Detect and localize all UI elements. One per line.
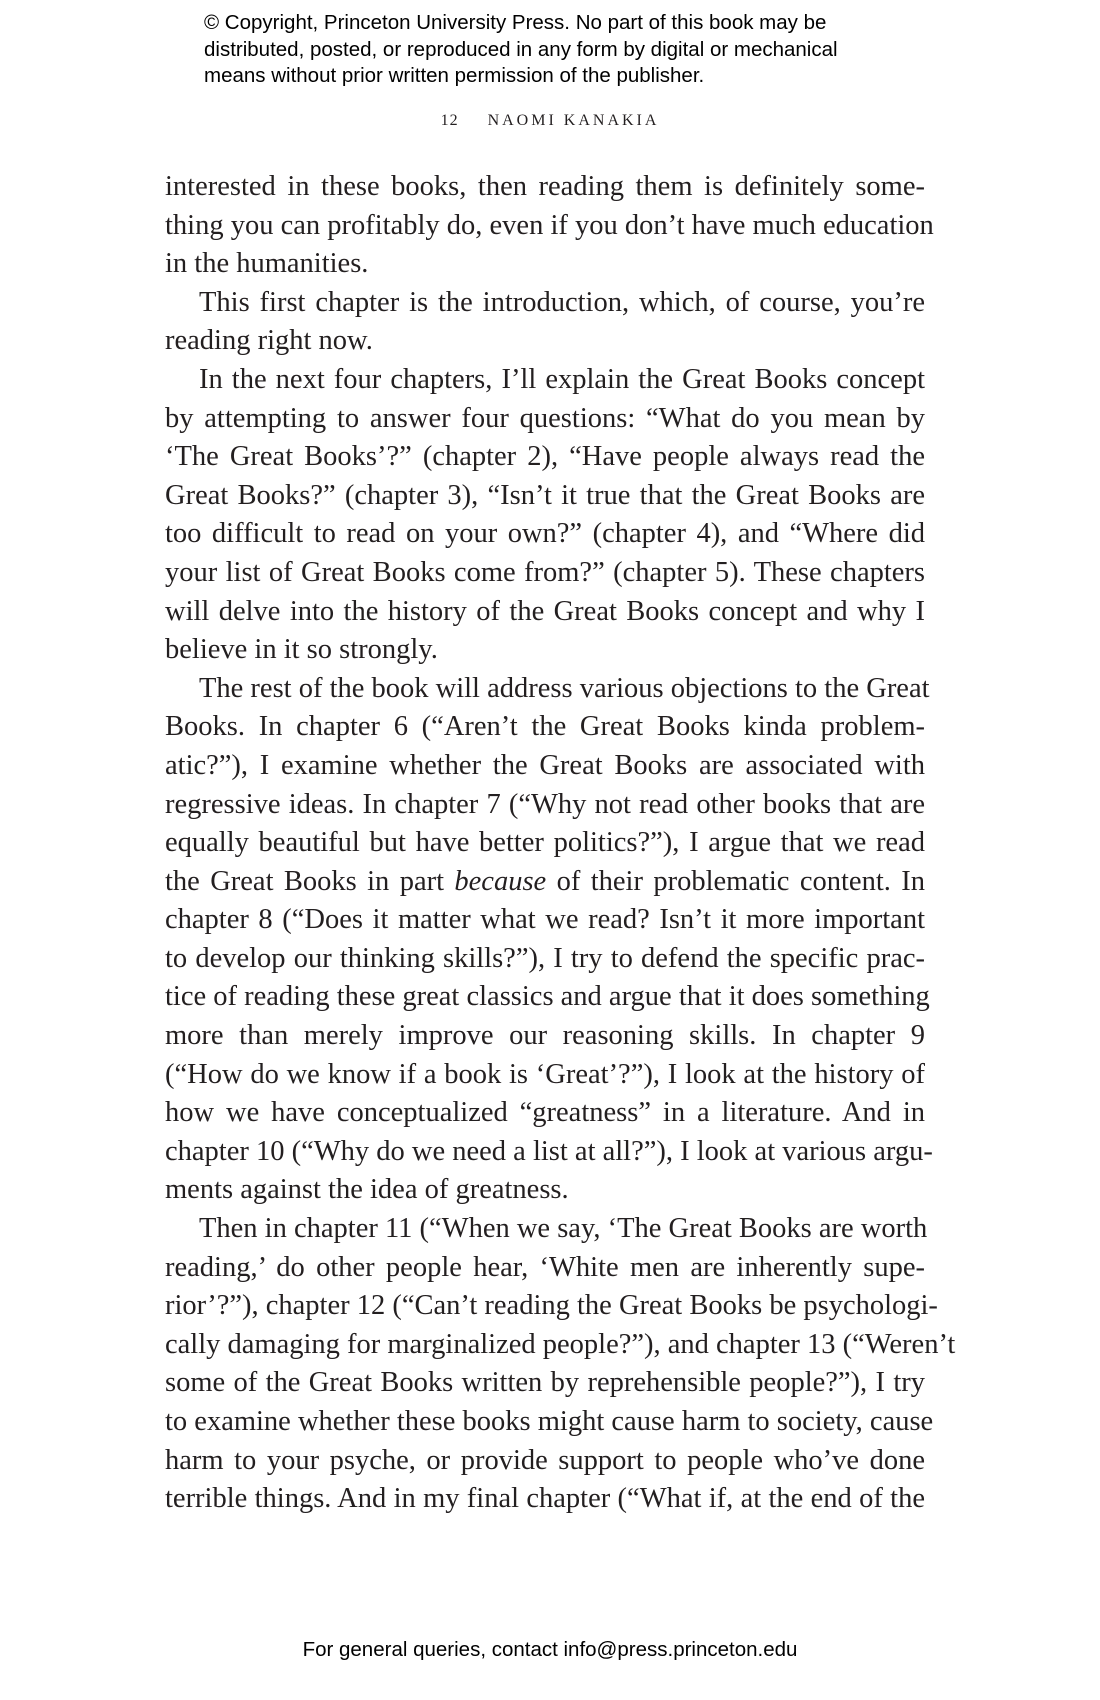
paragraph <box>165 361 925 670</box>
text-line: This first chapter is the introduction, which, of course, you’re <box>199 286 925 318</box>
text-line: believe in it so strongly. <box>165 634 438 666</box>
author-name: NAOMI KANAKIA <box>487 112 660 129</box>
paragraph <box>165 168 934 284</box>
text-line: chapter 10 (“Why do we need a list at all?”), I look at various argu- <box>165 1135 933 1167</box>
copyright-line: © Copyright, Princeton University Press. No part of this book may be <box>204 11 827 34</box>
text-line: reading,’ do other people hear, ‘White men are inherently supe- <box>165 1251 925 1283</box>
paragraph <box>165 1210 956 1519</box>
text-line: interested in these books, then reading them is definitely some- <box>165 171 925 202</box>
text-line: terrible things. And in my final chapter (“What if, at the end of the <box>165 1483 925 1515</box>
copyright-line: means without prior written permission of the publisher. <box>204 64 705 87</box>
paragraph <box>165 284 925 361</box>
running-head <box>0 112 1100 130</box>
text-line: your list of Great Books come from?” (chapter 5). These chapters <box>165 556 925 588</box>
text-line: cally damaging for marginalized people?”), and chapter 13 (“Weren’t <box>165 1328 956 1360</box>
text-line: (“How do we know if a book is ‘Great’?”), I look at the history of <box>165 1058 925 1090</box>
body-text <box>165 168 956 1519</box>
text-line: In the next four chapters, I’ll explain the Great Books concept <box>199 363 925 395</box>
text-line: ments against the idea of greatness. <box>165 1174 569 1206</box>
text-line: Great Books?” (chapter 3), “Isn’t it true that the Great Books are <box>165 479 925 511</box>
text-line: the Great Books in part because of their problematic content. In <box>165 865 925 897</box>
text-line: to develop our thinking skills?”), I try to defend the specific prac- <box>165 942 925 974</box>
text-line: more than merely improve our reasoning skills. In chapter 9 <box>165 1020 925 1052</box>
text-line: some of the Great Books written by reprehensible people?”), I try <box>165 1367 925 1399</box>
text-line: ‘The Great Books’?” (chapter 2), “Have people always read the <box>165 441 925 473</box>
text-line: Books. In chapter 6 (“Aren’t the Great Books kinda problem- <box>165 711 925 743</box>
copyright-line: distributed, posted, or reproduced in any form by digital or mechanical <box>204 37 838 61</box>
text-line: thing you can profitably do, even if you don’t have much education <box>165 209 934 241</box>
paragraph <box>165 670 933 1210</box>
text-line: atic?”), I examine whether the Great Books are associated with <box>165 749 925 781</box>
text-line: regressive ideas. In chapter 7 (“Why not read other books that are <box>165 788 925 820</box>
text-line: Then in chapter 11 (“When we say, ‘The Great Books are worth <box>199 1213 928 1245</box>
text-line: harm to your psyche, or provide support to people who’ve done <box>165 1444 925 1476</box>
text-line: tice of reading these great classics and argue that it does something <box>165 981 930 1013</box>
text-line: equally beautiful but have better politics?”), I argue that we read <box>165 827 925 859</box>
text-line: chapter 8 (“Does it matter what we read? Isn’t it more important <box>165 904 925 936</box>
text-line: rior’?”), chapter 12 (“Can’t reading the Great Books be psychologi- <box>165 1290 938 1322</box>
text-line: to examine whether these books might cause harm to society, cause <box>165 1406 934 1437</box>
footer-contact: For general queries, contact info@press.princeton.edu <box>302 1638 798 1661</box>
copyright-notice <box>204 10 984 90</box>
text-line: will delve into the history of the Great Books concept and why I <box>165 595 925 627</box>
text-line: reading right now. <box>165 325 373 357</box>
text-line: The rest of the book will address various objections to the Great <box>199 672 930 704</box>
text-line: how we have conceptualized “greatness” in a literature. And in <box>165 1097 925 1129</box>
text-line: by attempting to answer four questions: “What do you mean by <box>165 402 925 434</box>
page-number: 12 <box>440 112 459 129</box>
text-line: in the humanities. <box>165 248 369 280</box>
text-line: too difficult to read on your own?” (chapter 4), and “Where did <box>165 518 925 550</box>
